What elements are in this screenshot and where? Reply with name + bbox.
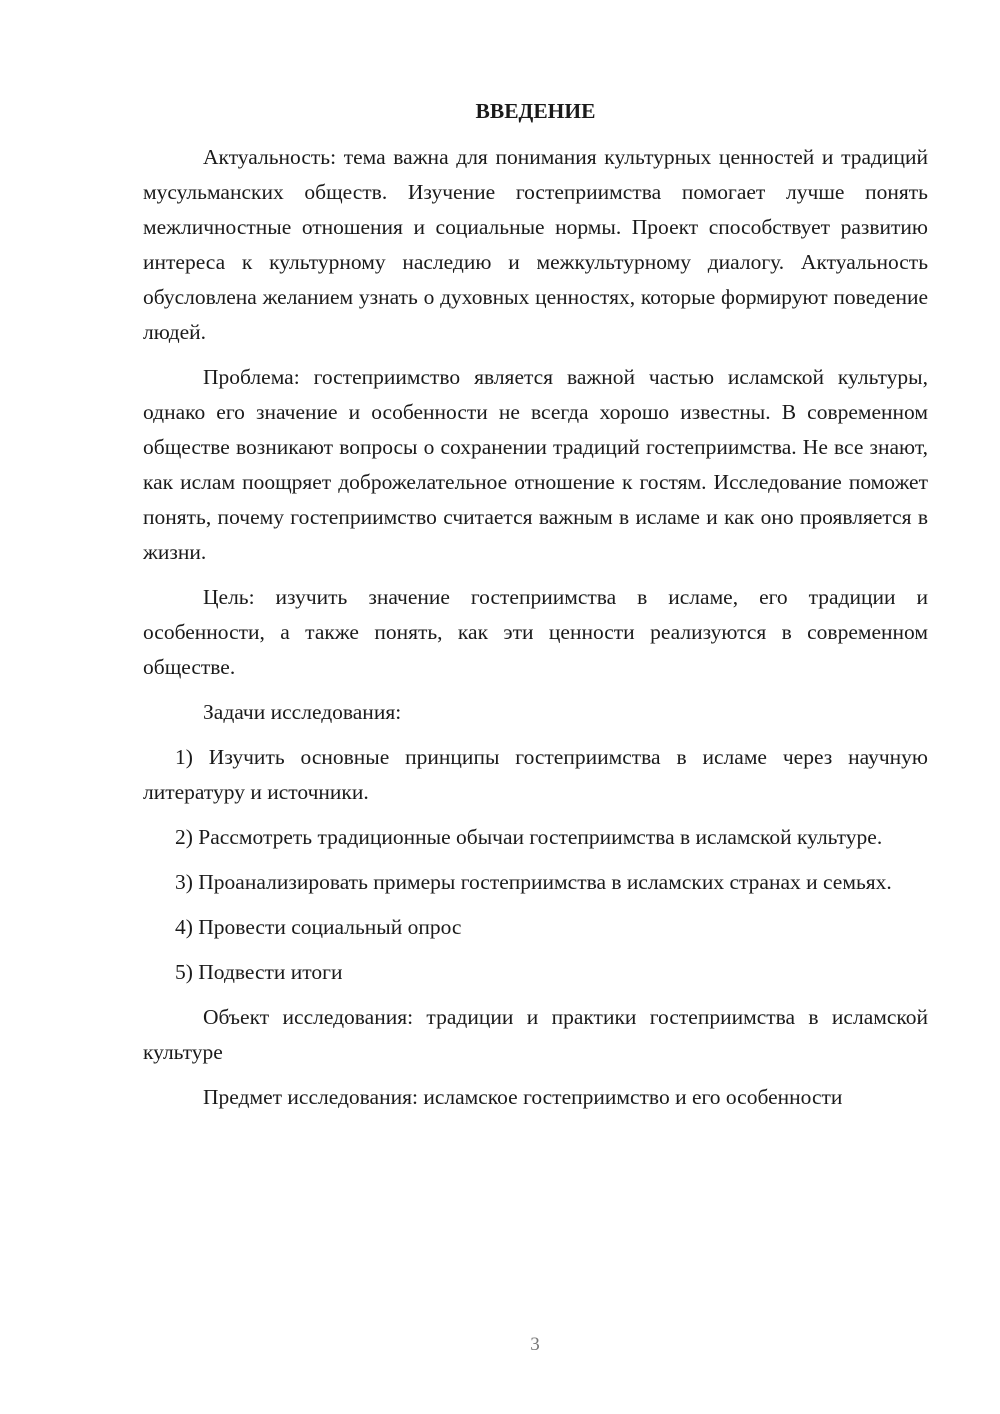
task-item-1: 1) Изучить основные принципы гостеприимства в исламе через научную литературу и источники. (143, 745, 928, 804)
page-content (143, 96, 928, 1125)
page-title: ВВЕДЕНИЕ (475, 99, 596, 123)
page-number: 3 (530, 1334, 540, 1355)
paragraph-research-object: Объект исследования: традиции и практики гостеприимства в исламской культуре (143, 1005, 928, 1064)
paragraph-goal: Цель: изучить значение гостеприимства в исламе, его традиции и особенности, а также понять, как эти ценности реализуются в современном обществе. (143, 585, 928, 679)
paragraph-relevance: Актуальность: тема важна для понимания культурных ценностей и традиций мусульманских обществ. Изучение гостеприимства помогает лучше понять межличностные отношения и социальные нормы. Проект способствует развитию интереса к культурному наследию и межкультурному диалогу. Актуальность обусловлена желанием узнать о духовных ценностях, которые формируют поведение людей. (143, 145, 928, 344)
task-item-4: 4) Провести социальный опрос (175, 915, 462, 939)
tasks-heading: Задачи исследования: (203, 700, 402, 724)
paragraph-problem: Проблема: гостеприимство является важной частью исламской культуры, однако его значение и особенности не всегда хорошо известны. В современном обществе возникают вопросы о сохранении традиций гостеприимства. Не все знают, как ислам поощряет доброжелательное отношение к гостям. Исследование поможет понять, почему гостеприимство считается важным в исламе и как оно проявляется в жизни. (143, 365, 928, 564)
task-item-5: 5) Подвести итоги (175, 960, 343, 984)
task-item-2: 2) Рассмотреть традиционные обычаи гостеприимства в исламской культуре. (175, 825, 883, 849)
paragraph-research-subject: Предмет исследования: исламское гостеприимство и его особенности (203, 1085, 843, 1109)
task-item-3: 3) Проанализировать примеры гостеприимства в исламских странах и семьях. (175, 870, 892, 894)
